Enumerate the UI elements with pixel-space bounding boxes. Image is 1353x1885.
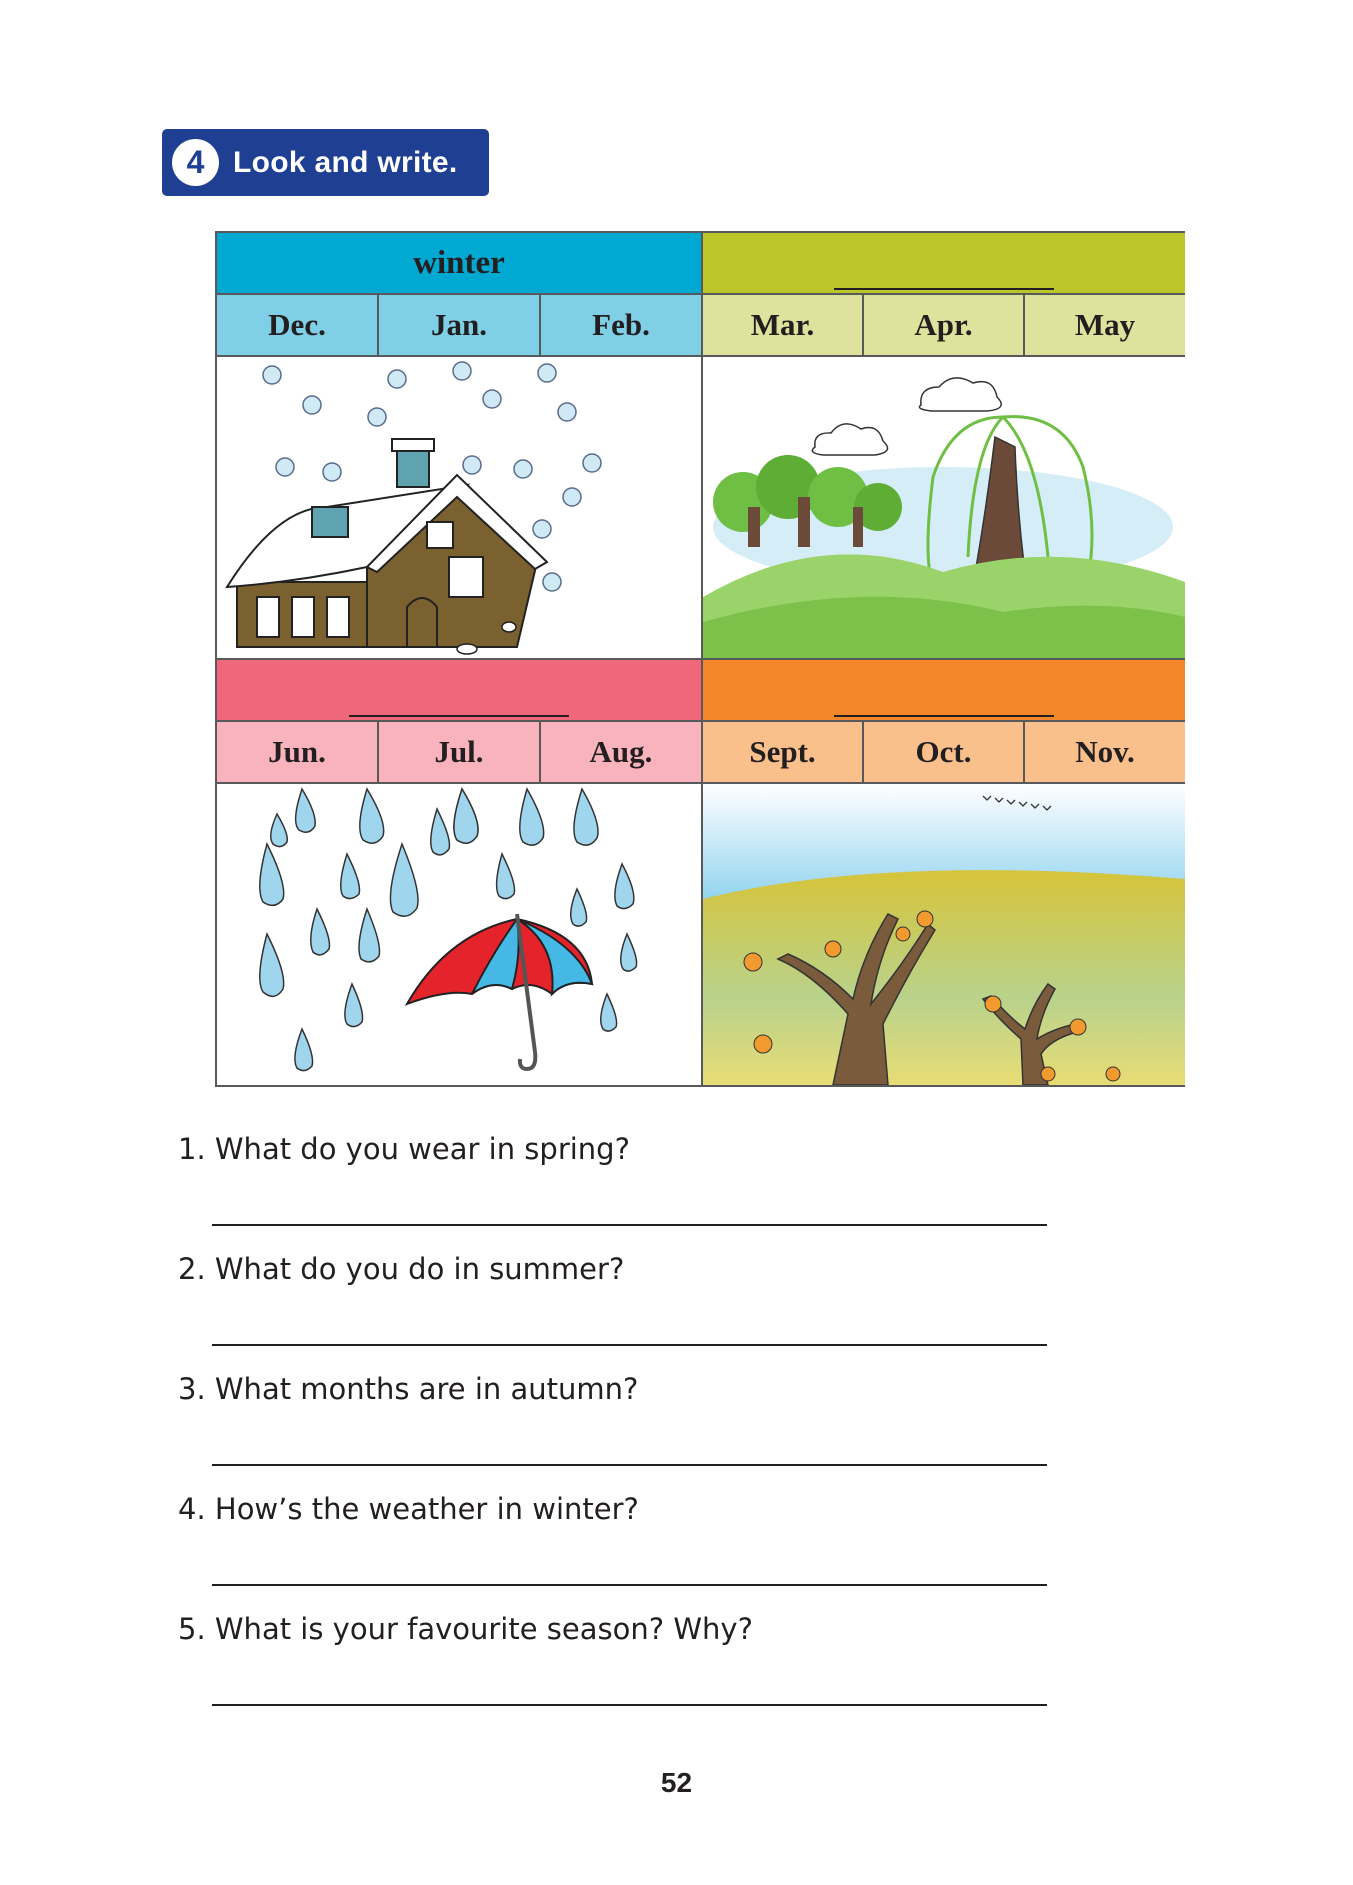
summer-picture	[217, 784, 701, 1085]
season-name-winter: winter	[413, 244, 505, 281]
answer-line-4[interactable]	[212, 1584, 1047, 1586]
answer-line-5[interactable]	[212, 1704, 1047, 1706]
exercise-number: 4	[172, 139, 219, 186]
center-divider	[701, 233, 703, 1085]
question-4: 4. How’s the weather in winter?	[178, 1492, 639, 1526]
month-cell: Oct.	[864, 722, 1025, 784]
month-cell: Mar.	[703, 295, 864, 357]
season-header-spring-blank[interactable]	[703, 233, 1185, 295]
month-cell: Nov.	[1025, 722, 1185, 784]
month-cell: Aug.	[541, 722, 703, 784]
seasons-table	[215, 231, 1185, 1087]
autumn-picture	[703, 784, 1185, 1085]
month-cell: May	[1025, 295, 1185, 357]
answer-line-2[interactable]	[212, 1344, 1047, 1346]
month-cell: Feb.	[541, 295, 703, 357]
answer-line-3[interactable]	[212, 1464, 1047, 1466]
question-1: 1. What do you wear in spring?	[178, 1132, 630, 1166]
season-header-autumn-blank[interactable]	[703, 660, 1185, 722]
question-2: 2. What do you do in summer?	[178, 1252, 625, 1286]
season-blank-line[interactable]	[349, 693, 569, 717]
season-header-summer-blank[interactable]	[217, 660, 701, 722]
page-number: 52	[660, 1767, 693, 1798]
month-cell: Apr.	[864, 295, 1025, 357]
month-cell: Dec.	[217, 295, 379, 357]
season-blank-line[interactable]	[834, 693, 1054, 717]
month-cell: Jul.	[379, 722, 541, 784]
season-blank-line[interactable]	[834, 266, 1054, 290]
question-5: 5. What is your favourite season? Why?	[178, 1612, 753, 1646]
winter-picture	[217, 357, 701, 660]
month-cell: Jun.	[217, 722, 379, 784]
question-3: 3. What months are in autumn?	[178, 1372, 639, 1406]
exercise-header	[162, 129, 489, 196]
season-header-winter	[217, 233, 701, 295]
month-cell: Sept.	[703, 722, 864, 784]
answer-line-1[interactable]	[212, 1224, 1047, 1226]
exercise-title: Look and write.	[233, 145, 458, 179]
spring-picture	[703, 357, 1185, 660]
month-cell: Jan.	[379, 295, 541, 357]
